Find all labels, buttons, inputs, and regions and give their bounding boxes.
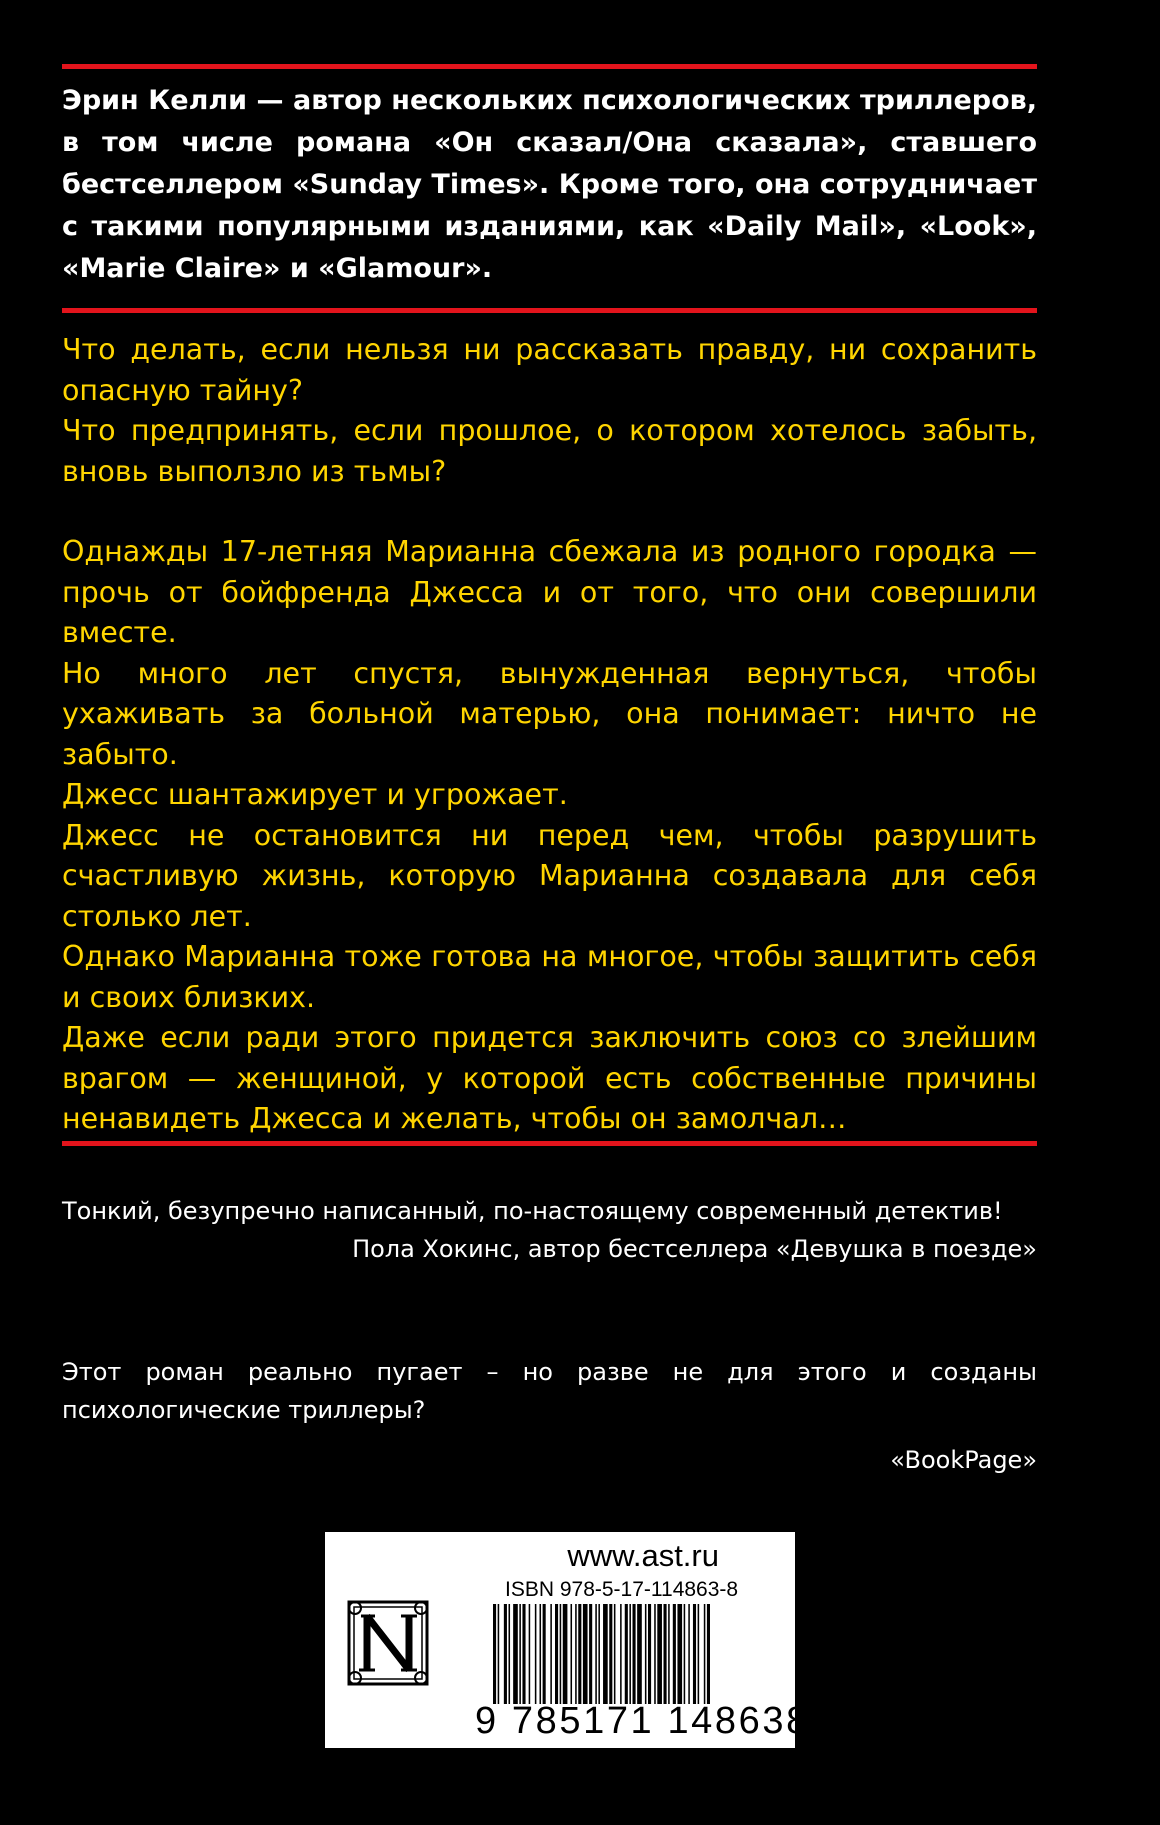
barcode-bar bbox=[555, 1604, 558, 1704]
barcode-bar bbox=[540, 1604, 542, 1704]
barcode-bar bbox=[620, 1604, 622, 1704]
blurb-line: Но много лет спустя, вынужденная вернуться, чтобы ухаживать за больной матерью, она понимает: ничто не забыто. bbox=[62, 656, 1037, 771]
review-quote-2 bbox=[62, 1353, 1037, 1479]
barcode-bar bbox=[673, 1604, 676, 1704]
barcode-bar bbox=[609, 1604, 612, 1704]
barcode-bar bbox=[595, 1604, 597, 1704]
barcode-bar bbox=[498, 1604, 500, 1704]
barcode-bar bbox=[645, 1604, 647, 1704]
isbn-number: ISBN 978-5-17-114863-8 bbox=[505, 1578, 739, 1601]
barcode-bar bbox=[654, 1604, 656, 1704]
barcode-panel bbox=[325, 1532, 810, 1748]
barcode-digits: 9 785171 148638 bbox=[475, 1700, 810, 1742]
barcode-bar bbox=[560, 1604, 562, 1704]
barcode-bar bbox=[693, 1604, 696, 1704]
bottom-red-rule bbox=[62, 1141, 1037, 1146]
barcode-bar bbox=[522, 1604, 525, 1704]
publisher-website: www.ast.ru bbox=[567, 1538, 719, 1573]
barcode-bar bbox=[704, 1604, 706, 1704]
barcode-bar bbox=[493, 1604, 496, 1704]
barcode-bar bbox=[633, 1604, 636, 1704]
barcode-bar bbox=[578, 1604, 581, 1704]
publisher-logo-icon bbox=[345, 1598, 431, 1688]
top-red-rule bbox=[62, 64, 1037, 69]
barcode-bar bbox=[664, 1604, 667, 1704]
blurb-line: Однако Марианна тоже готова на многое, чтобы защитить себя и своих близких. bbox=[62, 940, 1037, 1014]
barcode-bar bbox=[575, 1604, 577, 1704]
barcode-bar bbox=[684, 1604, 686, 1704]
blurb-line: Однажды 17-летняя Марианна сбежала из родного городка — прочь от бойфренда Джесса и от того, что они совершили вместе. bbox=[62, 535, 1037, 649]
quote-source: «BookPage» bbox=[890, 1446, 1037, 1474]
blurb-line: Джесс не остановится ни перед чем, чтобы разрушить счастливую жизнь, которую Марианна создавала для себя столько лет. bbox=[62, 818, 1037, 933]
barcode-bar bbox=[657, 1604, 662, 1704]
barcode-bar bbox=[543, 1604, 546, 1704]
blurb-line: Что предпринять, если прошлое, о котором хотелось забыть, вновь выползло из тьмы? bbox=[62, 414, 1037, 488]
barcode-bar bbox=[550, 1604, 552, 1704]
barcode-bar bbox=[563, 1604, 568, 1704]
barcode-bar bbox=[513, 1604, 518, 1704]
quote-text: Этот роман реально пугает – но разве не для этого и созданы психологические триллеры? bbox=[62, 1358, 1037, 1424]
barcode-bar bbox=[529, 1604, 531, 1704]
barcode-bar bbox=[509, 1604, 511, 1704]
barcode-bar bbox=[648, 1604, 651, 1704]
barcode-bar bbox=[603, 1604, 608, 1704]
barcode-bar bbox=[629, 1604, 631, 1704]
barcode-bar bbox=[668, 1604, 670, 1704]
barcode-bar bbox=[504, 1604, 507, 1704]
barcode-bar bbox=[707, 1604, 710, 1704]
review-quote-1 bbox=[62, 1192, 1037, 1268]
barcode-bar bbox=[535, 1604, 537, 1704]
barcode-bar bbox=[637, 1604, 642, 1704]
blurb-line: Даже если ради этого придется заключить союз со злейшим врагом — женщиной, у которой есть собственные причины ненавидеть Джесса и желать, чтобы он замолчал… bbox=[62, 1021, 1037, 1135]
barcode-bar bbox=[589, 1604, 592, 1704]
barcode-bar bbox=[583, 1604, 588, 1704]
barcode-bar bbox=[688, 1604, 690, 1704]
middle-red-rule bbox=[62, 308, 1037, 313]
blurb-line: Джесс шантажирует и угрожает. bbox=[62, 778, 568, 811]
barcode-bar bbox=[571, 1604, 573, 1704]
barcode-bar bbox=[598, 1604, 600, 1704]
barcode-bar bbox=[698, 1604, 700, 1704]
barcode-bar bbox=[614, 1604, 616, 1704]
barcode-bars bbox=[493, 1604, 791, 1704]
blurb-line: Что делать, если нельзя ни рассказать правду, ни сохранить опасную тайну? bbox=[62, 333, 1037, 407]
blurb bbox=[62, 330, 1037, 1140]
quote-source: Пола Хокинс, автор бестселлера «Девушка в поезде» bbox=[352, 1235, 1037, 1263]
barcode-bar bbox=[519, 1604, 521, 1704]
barcode-bar bbox=[677, 1604, 682, 1704]
barcode-bar bbox=[625, 1604, 628, 1704]
quote-text: Тонкий, безупречно написанный, по-настоящему современный детектив! bbox=[62, 1197, 1003, 1225]
author-bio: Эрин Келли — автор нескольких психологических триллеров, в том числе романа «Он сказал/Она сказала», ставшего бестселлером «Sunday Times». Кроме того, она сотрудничает с такими популярными изданиями, как «Daily Mail», «Look», «Marie Claire» и «Glamour». bbox=[62, 85, 1037, 284]
